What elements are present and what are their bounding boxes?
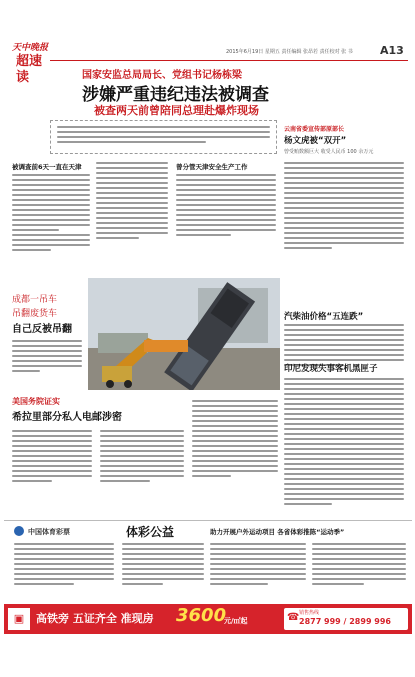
ad-hotline: 2877 999 / 2899 996 [299, 617, 391, 626]
lottery-col1 [14, 543, 114, 588]
feature2-col1 [12, 430, 92, 485]
date-line: 2015年6月19日 星期五 责任编辑 张昂若 责任校对 张 书 [226, 49, 353, 55]
news-photo [88, 278, 280, 390]
right-kicker: 云南省委宣传部原部长 [284, 126, 345, 133]
masthead-rule [50, 60, 408, 61]
ad-slogan: 高铁旁 五证齐全 准现房 [36, 612, 154, 625]
photo-caption-body [12, 340, 82, 375]
photo-caption-line3: 自己反被吊翻 [12, 324, 72, 335]
col-mid-right-body [176, 174, 276, 239]
lottery-brand: 体彩公益 [126, 525, 175, 539]
col-left-title: 被调查前6天一直在天津 [12, 163, 82, 171]
ad-logo-icon: ▣ [8, 608, 30, 630]
right-sub-1: 曾受贿数额巨大 收受人民币 100 余万元 [284, 149, 374, 155]
crane-photo-illustration [88, 278, 280, 390]
photo-caption-line2: 吊翻废货车 [12, 309, 58, 319]
bottom-ad[interactable] [4, 604, 412, 634]
lottery-logo: 中国体育彩票 [28, 528, 70, 536]
right-body-3 [284, 378, 404, 508]
feature2-col2 [100, 430, 184, 485]
lottery-col2 [122, 543, 204, 588]
right-title-1: 杨文虎被“双开” [284, 136, 347, 146]
ad-hotline-label: 销售热线 [299, 610, 320, 616]
feature2-kicker: 美国务院证实 [12, 397, 60, 406]
ad-price: 3600 [176, 605, 227, 626]
lottery-col3 [210, 543, 306, 588]
col-left-body [12, 174, 90, 254]
lottery-banner: 助力开展户外运动项目 各省体彩推陈“运动季” [210, 528, 345, 536]
lead-headline: 涉嫌严重违纪违法被调查 [82, 85, 269, 105]
right-body-1 [284, 162, 404, 252]
ad-price-suffix: 元/㎡起 [224, 617, 248, 625]
page-number: A13 [380, 44, 404, 57]
lottery-logo-mark [14, 526, 24, 536]
paper-logo: 天中晚报 [12, 43, 49, 53]
phone-icon: ☎ [287, 612, 300, 623]
right-title-2: 汽柴油价格“五连跌” [284, 312, 364, 322]
col-mid-title: 曾分管天津安全生产工作 [176, 163, 248, 171]
photo-caption-title: 成都一吊车 [12, 295, 58, 305]
feature2-title: 希拉里部分私人电邮涉密 [12, 412, 122, 423]
col-mid-body [96, 162, 168, 242]
lottery-strip [4, 520, 412, 601]
lottery-col4 [312, 543, 406, 588]
intro-box [50, 120, 277, 154]
right-title-3: 印尼发现失事客机黑匣子 [284, 364, 378, 374]
ad-hotline-box [284, 608, 408, 630]
feature2-col3 [192, 400, 278, 480]
lead-kicker: 国家安监总局局长、党组书记杨栋梁 [82, 70, 242, 81]
lead-subhead: 被查两天前曾陪同总理赴爆炸现场 [94, 104, 259, 117]
section-title: 超速读 [16, 54, 43, 85]
